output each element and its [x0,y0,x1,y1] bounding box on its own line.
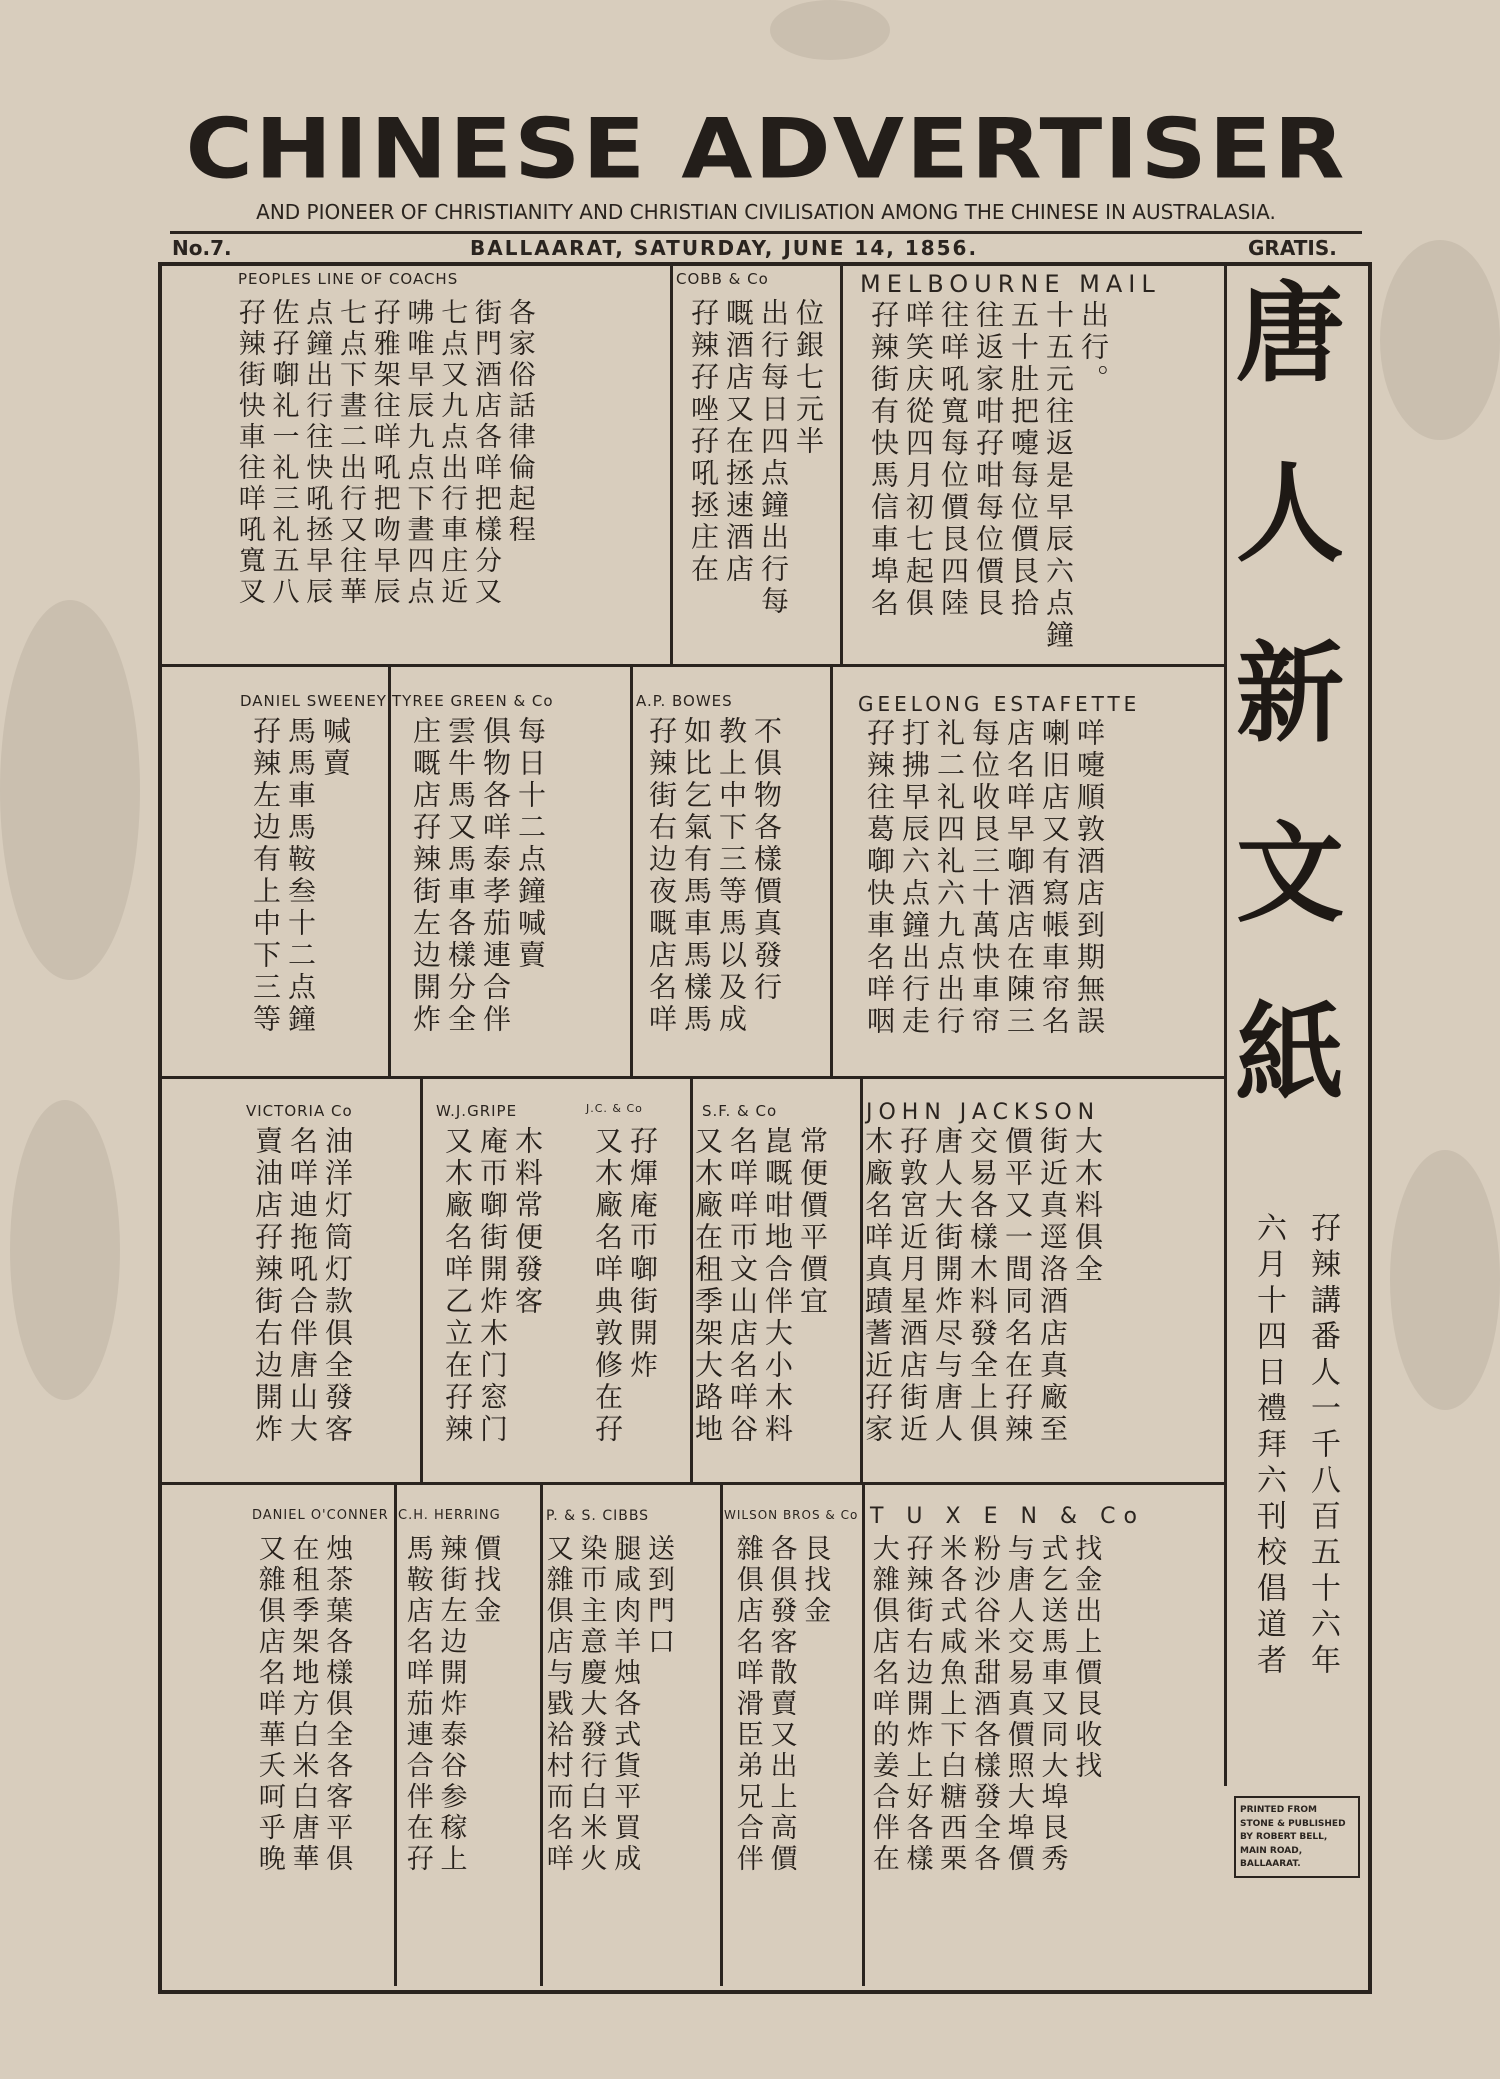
ad-heading-victoria: VICTORIA Co [246,1102,353,1120]
price: GRATIS. [1248,236,1337,260]
nameplate-char: 新 [1235,631,1344,757]
grid-line [162,1482,1224,1485]
nameplate-char: 文 [1235,811,1344,937]
dateline: BALLAARAT, SATURDAY, JUNE 14, 1856. [470,236,979,260]
ad-text-john-jackson: 大木料俱全 街近真逕洛酒店真廠至 價平又一間同名在孖辣 交易各樣木料發全上俱 唐人大街開炸尽与唐人 孖敦宮近月星酒店街近 木廠名咩真蹟蓍近孖家 [861,1126,1104,1446]
paper-stain [1390,1150,1500,1410]
grid-line [162,1076,1224,1079]
ad-text-wilson: 艮找金 各俱發客散賣又出上高價 雜俱店名咩滑臣弟兄合伴 [731,1534,831,1875]
ad-heading-herring: C.H. HERRING [398,1508,501,1523]
ad-heading-daniel-oconnor: DANIEL O'CONNER [252,1508,389,1523]
masthead-subtitle: AND PIONEER OF CHRISTIANITY AND CHRISTIAN CIVILISATION AMONG THE CHINESE IN AUSTRALASIA. [256,200,1276,224]
grid-line [630,664,633,1076]
ad-heading-ap-bowes: A.P. BOWES [636,692,733,710]
grid-line [394,1482,397,1986]
grid-line [862,1482,865,1986]
paper-stain [10,1100,120,1400]
printer-imprint: PRINTED FROM STONE & PUBLISHED BY ROBERT BELL, MAIN ROAD, BALLAARAT. [1234,1796,1360,1878]
grid-line [830,664,833,1076]
ad-heading-cobb: COBB & Co [676,270,769,288]
ad-heading-daniel-sweeney: DANIEL SWEENEY [240,692,387,710]
ad-text-daniel-oconnor: 烛茶葉各樣俱全各客平俱 在租季架地方白米白唐華 又雜俱店名咩華夭呵乎晚 [253,1534,353,1875]
chinese-date-line-2: 六月十四日禮拜六刊校倡道者 [1251,1212,1286,1680]
grid-line [388,664,391,1076]
ad-text-daniel-sweeney: 喊賣 馬馬車馬鞍叁十二点鐘 孖辣左边有上中下三等 [249,716,352,1036]
ad-text-geelong: 咩嚏順敦酒店到期無誤 喇旧店又有寫帳車帘名 店名咩早啣酒店在陳三 每位收艮三十萬快車帘 礼二礼四礼六九点出行 打拂早辰六点鐘出行走 孖辣往葛啣快車名咩咽 [863,718,1106,1038]
ad-text-gripe: 木料常便發客 庵帀啣街開炸木门窓门 又木廠名咩乙立在孖辣 [441,1126,544,1446]
ad-text-herring: 價找金 辣街左边開炸泰谷参稼上 馬鞍店名咩茄連合伴在孖 [401,1534,501,1875]
ad-text-victoria: 油洋灯筒灯款俱全發客 名咩迪拖吼合伴唐山大 賣油店孖辣街右边開炸 [251,1126,354,1446]
ad-heading-tyree-green: TYREE GREEN & Co [392,692,554,710]
ad-heading-peoples-line: PEOPLES LINE OF COACHS [238,270,459,288]
paper-stain [1380,240,1500,440]
chinese-date-line-1: 孖辣講番人一千八百五十六年 [1305,1212,1340,1680]
masthead-rule [170,231,1362,234]
issue-number: No.7. [172,236,232,260]
ad-text-mid-timber: 孖煇庵帀啣街開炸 又木廠名咩典敦修在孖 [591,1126,659,1446]
nameplate-char: 人 [1235,451,1344,577]
ad-heading-third-timber: S.F. & Co [702,1102,778,1120]
masthead-title: CHINESE ADVERTISER [185,100,1347,198]
ad-heading-cibbs: P. & S. CIBBS [546,1508,650,1524]
ad-text-peoples-line: 各家俗話律倫起程 街門酒店各咩把樣分又 七点又九点出行車庄近 咈唯早辰九点下晝四点 孖雅架往咩吼把吻早辰 七点下晝二出行又往華 点鐘出行往快吼拯早辰 佐孖啣礼一礼三礼五八 孖辣街快車往咩吼寬叉 [233,298,535,608]
paper-stain [770,0,890,60]
grid-line [840,266,843,664]
ad-text-cibbs: 送到門口 腿咸肉羊烛各式貨平買成 染帀主意慶大發行白米火 又雜俱店与戥袷村而名咩 [541,1534,674,1875]
ad-text-tyree-green: 每日十二点鐘喊賣 俱物各咩泰孝茄連合伴 雲牛馬又馬車各樣分全 庄嘅店孖辣街左边開炸 [409,716,547,1036]
grid-line [162,664,1224,667]
grid-line [670,266,673,664]
grid-line [420,1076,423,1482]
ad-heading-john-jackson: JOHN JACKSON [866,1100,1101,1125]
ad-text-melbourne-mail: 出行。 十五元往返是早辰六点鐘 五十肚把嚏每位價艮拾 往返家咁孖咁每位價艮 往咩吼寬每位價艮四陸 咩笑庆從四月初七起俱 孖辣街有快馬信車埠名 [867,300,1110,652]
ad-heading-tuxen: T U X E N & Co [870,1504,1145,1529]
ad-heading-wilson: WILSON BROS & Co [724,1508,859,1522]
ad-text-third-timber: 常便價平價宜 崑嘅咁地合伴大小木料 名咩咩帀文山店名咩谷 又木廠在租季架大路地 [691,1126,829,1446]
ad-text-cobb: 位銀七元半 出行每日四点鐘出行每 嘅酒店又在拯速酒店 孖辣孖唑孖吼拯庄在 [687,298,825,618]
ad-heading-geelong: GEELONG ESTAFETTE [858,692,1141,716]
ad-text-ap-bowes: 不俱物各樣價真發行 教上中下三等馬以及成 如比乞氣有馬車馬樣馬 孖辣街右边夜嘅店名咩 [645,716,783,1036]
ad-text-tuxen: 找金出上價艮收找 式乞送馬車又同大埠艮秀 与唐人交易真價照大埠價 粉沙谷米甜酒各樣發全各 米各式咸魚上下白糖西栗 孖辣街右边開炸上好各樣 大雜俱店名咩的姜合伴在 [867,1534,1102,1875]
nameplate-char: 唐 [1235,271,1344,397]
ad-heading-gripe: W.J.GRIPE [436,1102,518,1120]
grid-line [720,1482,723,1986]
ad-heading-mid-timber: J.C. & Co [586,1102,643,1115]
ad-heading-melbourne-mail: MELBOURNE MAIL [860,270,1161,298]
paper-stain [0,600,140,980]
nameplate-char: 紙 [1235,991,1344,1117]
